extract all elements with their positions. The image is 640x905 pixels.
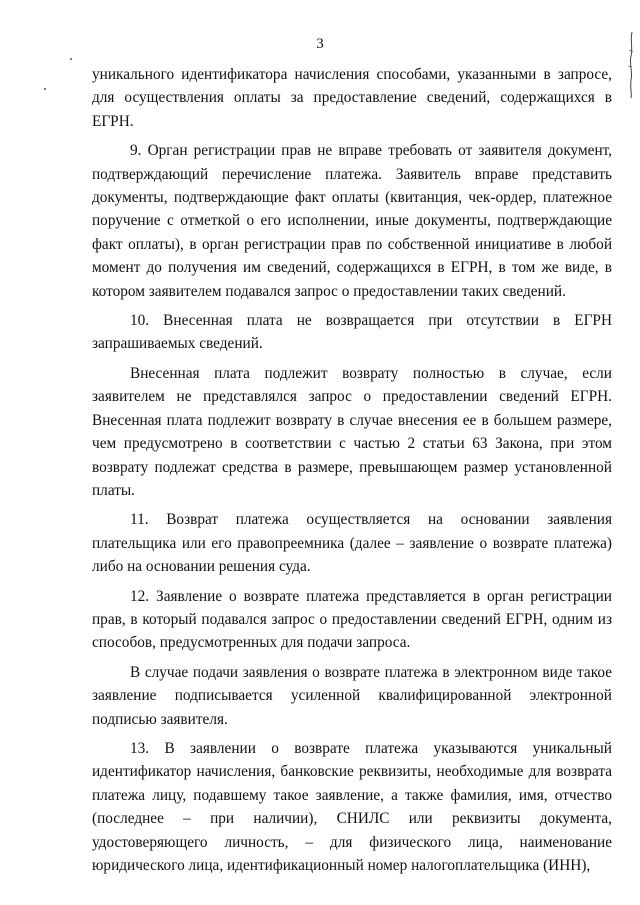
page-number: 3	[316, 36, 324, 52]
paragraph: В случае подачи заявления о возврате платежа в электронном виде такое заявление подписывается усиленной квалифицированной электронной подписью заявителя.	[92, 663, 612, 728]
paragraph: Внесенная плата подлежит возврату полностью в случае, если заявителем не представлялся запрос о предоставлении сведений ЕГРН. Внесенная плата подлежит возврату в случае внесения ее в большем размере, чем предусмотрено в соответствии с частью 2 статьи 63 Закона, при этом возврату подлежат средства в размере, превышающем размер установленной платы.	[92, 364, 612, 499]
paragraph: 11. Возврат платежа осуществляется на основании заявления плательщика или его правопреемника (далее – заявление о возврате платежа) либо на основании решения суда.	[92, 511, 612, 576]
document-text	[92, 63, 612, 883]
scan-edge-mark	[626, 30, 636, 100]
paragraph: 13. В заявлении о возврате платежа указываются уникальный идентификатор начисления, банковские реквизиты, необходимые для возврата платежа лицу, подавшему такое заявление, а также фамилия, имя, отчество (последнее – при наличии), СНИЛС или реквизиты документа, удостоверяющего личность, – для физического лица, наименование юридического лица, идентификационный номер налогоплательщика (ИНН),	[92, 739, 612, 874]
paragraph: 12. Заявление о возврате платежа представляется в орган регистрации прав, в который подавался запрос о предоставлении сведений ЕГРН, одним из способов, предусмотренных для подачи запроса.	[92, 587, 612, 652]
scan-speck	[44, 88, 46, 90]
paragraph: 10. Внесенная плата не возвращается при отсутствии в ЕГРН запрашиваемых сведений.	[92, 312, 612, 353]
paragraph: уникального идентификатора начисления способами, указанными в запросе, для осуществления оплаты за предоставление сведений, содержащихся в ЕГРН.	[92, 66, 612, 130]
paragraph: 9. Орган регистрации прав не вправе требовать от заявителя документ, подтверждающий перечисление платежа. Заявитель вправе представить документы, подтверждающие факт оплаты (квитанция, чек-ордер, платежное поручение с отметкой о его исполнении, иные документы, подтверждающие факт оплаты), в орган регистрации прав по собственной инициативе в любой момент до получения им сведений, содержащихся в ЕГРН, в том же виде, в котором заявителем подавался запрос о предоставлении таких сведений.	[92, 142, 612, 300]
scan-speck	[70, 58, 72, 60]
